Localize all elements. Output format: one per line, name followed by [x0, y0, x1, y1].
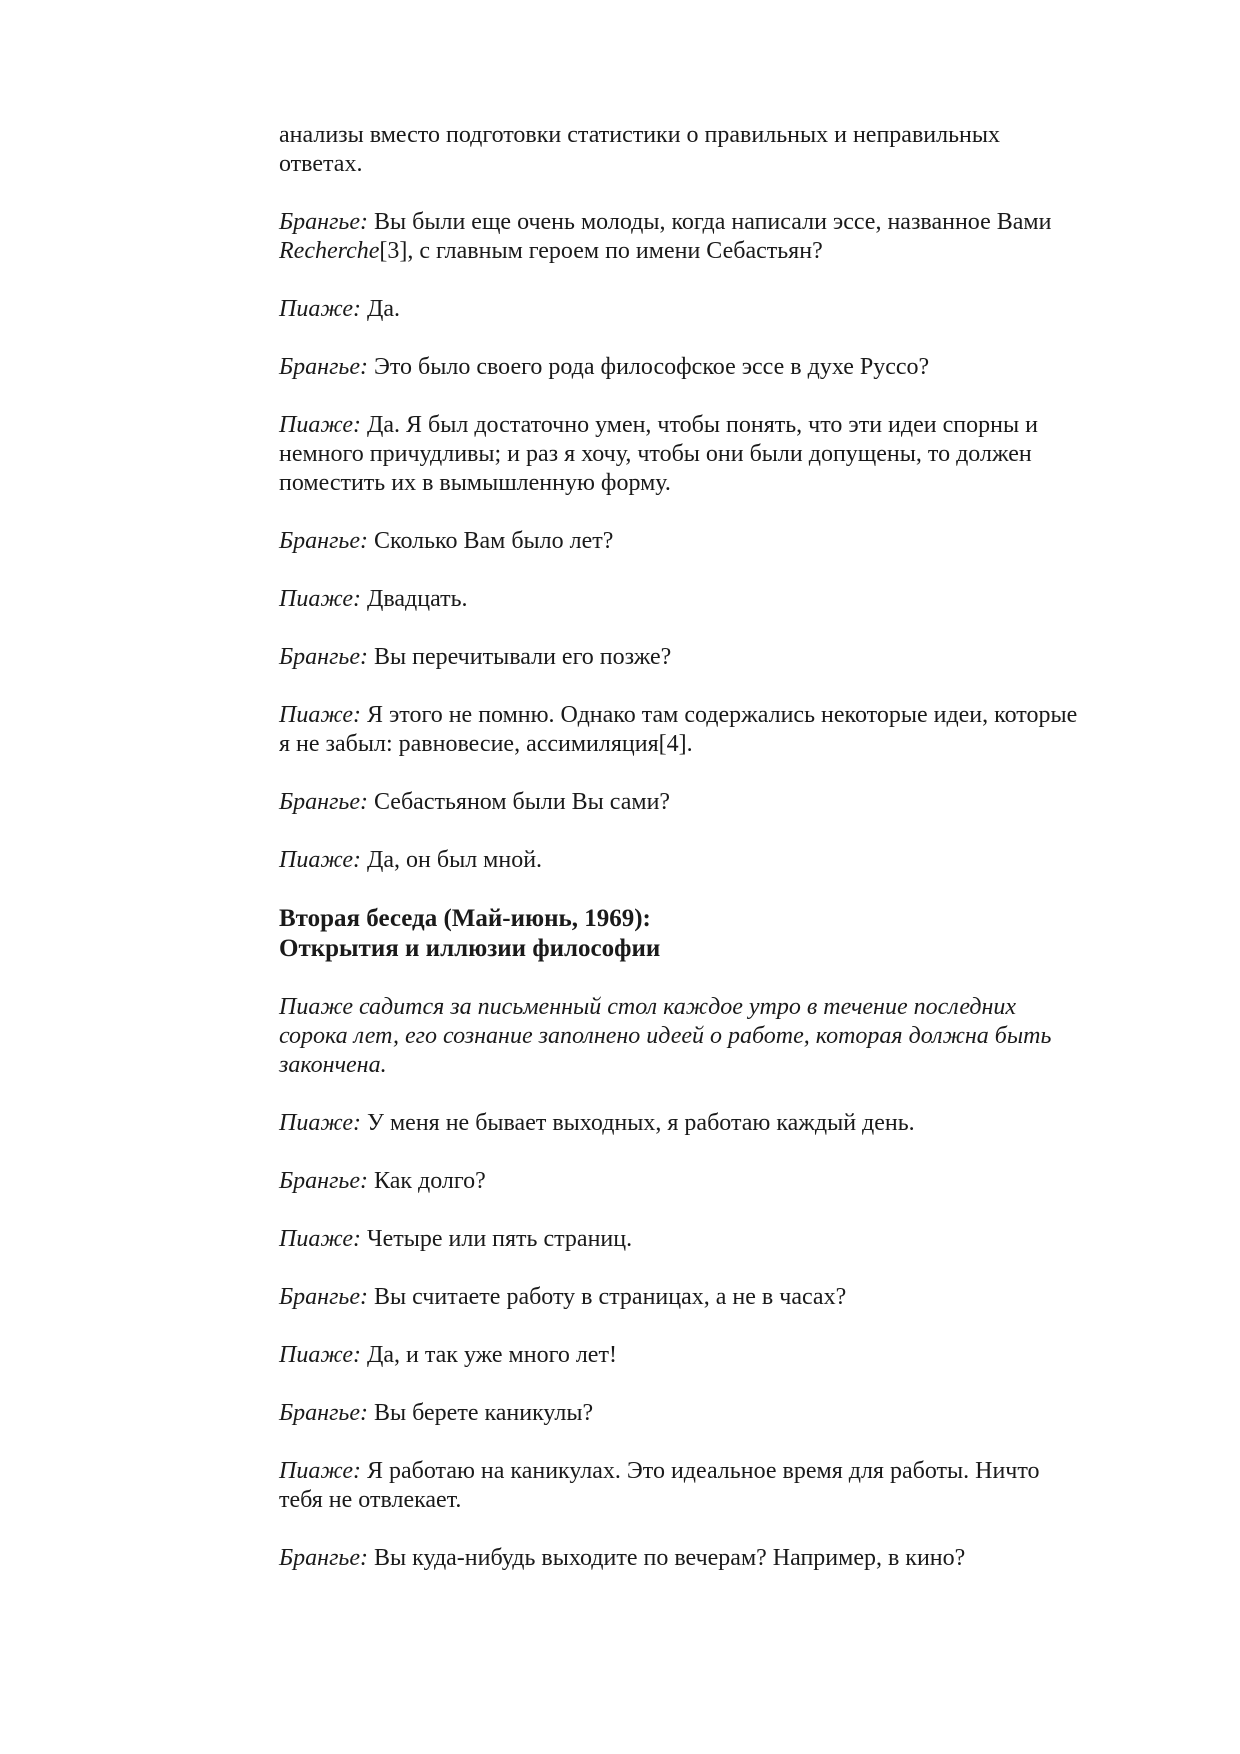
speaker-label: Брангье:	[279, 789, 368, 815]
dialogue-text: Как долго?	[374, 1168, 486, 1194]
section-title-line2: Открытия и иллюзии философии	[279, 935, 661, 962]
speaker-label: Пиаже:	[279, 1110, 361, 1136]
dialogue-text: У меня не бывает выходных, я работаю каждый день.	[366, 1110, 915, 1136]
dialogue-line	[279, 585, 1079, 614]
section-title-line1: Вторая беседа (Май-июнь, 1969):	[279, 905, 651, 932]
dialogue-text: Сколько Вам было лет?	[374, 528, 614, 554]
dialogue-text: Вы берете каникулы?	[374, 1400, 594, 1426]
dialogue-text-part: [3], с главным героем по имени Себастьян?	[379, 238, 823, 264]
dialogue-line	[279, 643, 1079, 672]
dialogue-text: Да, и так уже много лет!	[366, 1342, 617, 1368]
section-lead: Пиаже садится за письменный стол каждое утро в течение последних сорока лет, его сознание заполнено идеей о работе, которая должна быть закончена.	[279, 994, 1052, 1078]
dialogue-line	[279, 295, 1079, 324]
dialogue-text: Вы перечитывали его позже?	[374, 644, 672, 670]
speaker-label: Брангье:	[279, 1168, 368, 1194]
speaker-label: Брангье:	[279, 1284, 368, 1310]
speaker-label: Пиаже:	[279, 702, 361, 728]
dialogue-line	[279, 411, 1079, 498]
speaker-label: Брангье:	[279, 644, 368, 670]
speaker-label: Брангье:	[279, 354, 368, 380]
dialogue-line	[279, 846, 1079, 875]
dialogue-line	[279, 527, 1079, 556]
dialogue-text: Это было своего рода философское эссе в духе Руссо?	[374, 354, 930, 380]
section-heading	[279, 904, 1079, 964]
dialogue-line	[279, 1109, 1079, 1138]
dialogue-line	[279, 1225, 1079, 1254]
dialogue-text: Да, он был мной.	[366, 847, 543, 873]
speaker-label: Пиаже:	[279, 586, 361, 612]
dialogue-line	[279, 208, 1079, 266]
speaker-label: Пиаже:	[279, 412, 361, 438]
speaker-label: Брангье:	[279, 1400, 368, 1426]
book-title: Recherche	[279, 238, 380, 264]
dialogue-text: Да.	[366, 296, 401, 322]
speaker-label: Брангье:	[279, 1545, 368, 1571]
dialogue-text: Вы считаете работу в страницах, а не в часах?	[374, 1284, 847, 1310]
speaker-label: Пиаже:	[279, 1342, 361, 1368]
intro-paragraph: анализы вместо подготовки статистики о правильных и неправильных ответах.	[279, 122, 1001, 177]
dialogue-line	[279, 701, 1079, 759]
speaker-label: Пиаже:	[279, 1226, 361, 1252]
dialogue-line	[279, 788, 1079, 817]
dialogue-text: Я этого не помню. Однако там содержались некоторые идеи, которые я не забыл: равновесие, ассимиляция[4].	[279, 702, 1078, 757]
dialogue-text: Себастьяном были Вы сами?	[374, 789, 671, 815]
dialogue-line	[279, 1399, 1079, 1428]
speaker-label: Пиаже:	[279, 847, 361, 873]
document-page	[279, 121, 1079, 1602]
dialogue-line	[279, 1341, 1079, 1370]
speaker-label: Пиаже:	[279, 1458, 361, 1484]
speaker-label: Пиаже:	[279, 296, 361, 322]
dialogue-text: Двадцать.	[366, 586, 468, 612]
dialogue-line	[279, 1283, 1079, 1312]
dialogue-text: Вы куда-нибудь выходите по вечерам? Например, в кино?	[374, 1545, 966, 1571]
dialogue-text-part: Вы были еще очень молоды, когда написали эссе, названное Вами	[374, 209, 1052, 235]
dialogue-line	[279, 1544, 1079, 1573]
dialogue-text: Я работаю на каникулах. Это идеальное время для работы. Ничто тебя не отвлекает.	[279, 1458, 1040, 1513]
speaker-label: Брангье:	[279, 209, 368, 235]
dialogue-line	[279, 353, 1079, 382]
dialogue-text: Четыре или пять страниц.	[366, 1226, 633, 1252]
dialogue-line	[279, 1167, 1079, 1196]
speaker-label: Брангье:	[279, 528, 368, 554]
dialogue-text: Да. Я был достаточно умен, чтобы понять, что эти идеи спорны и немного причудливы; и раз я хочу, чтобы они были допущены, то должен поместить их в вымышленную форму.	[279, 412, 1038, 496]
dialogue-line	[279, 1457, 1079, 1515]
